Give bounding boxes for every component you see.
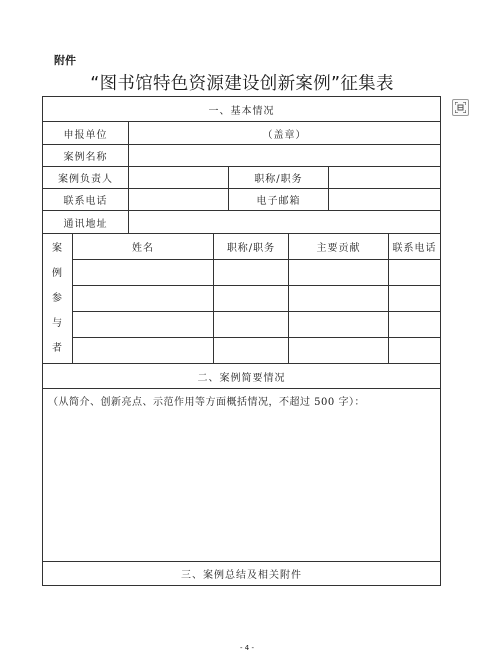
participants-label-char: 例: [52, 268, 63, 279]
participant-position-cell[interactable]: [214, 286, 289, 312]
participants-label-char: 者: [52, 343, 63, 354]
participants-header-phone: 联系电话: [389, 234, 441, 260]
participants-label-char: 案: [52, 243, 63, 254]
application-form-table: [42, 96, 441, 586]
attachment-label: 附件: [54, 54, 76, 67]
section-case-attachments: 三、案例总结及相关附件: [43, 562, 441, 586]
participants-header-position: 职称/职务: [214, 234, 289, 260]
section-case-summary: 二、案例简要情况: [43, 364, 441, 389]
email-label: 电子邮箱: [229, 189, 329, 211]
table-row: [43, 312, 441, 338]
position-label: 职称/职务: [229, 167, 329, 189]
participants-label: [43, 234, 73, 364]
unit-field[interactable]: （盖章）: [129, 122, 441, 145]
participant-position-cell[interactable]: [214, 338, 289, 364]
leader-field[interactable]: [129, 167, 229, 189]
participant-name-cell[interactable]: [73, 312, 214, 338]
leader-label: 案例负责人: [43, 167, 129, 189]
position-field[interactable]: [329, 167, 441, 189]
participant-name-cell[interactable]: [73, 338, 214, 364]
participant-contribution-cell[interactable]: [289, 338, 389, 364]
participant-name-cell[interactable]: [73, 286, 214, 312]
participant-contribution-cell[interactable]: [289, 260, 389, 286]
participant-name-cell[interactable]: [73, 260, 214, 286]
case-name-label: 案例名称: [43, 145, 129, 167]
page-number: - 4 -: [240, 644, 254, 652]
address-field[interactable]: [129, 211, 441, 234]
participant-phone-cell[interactable]: [389, 312, 441, 338]
participants-header-name: 姓名: [73, 234, 214, 260]
participants-header-contribution: 主要贡献: [289, 234, 389, 260]
scan-icon: [455, 102, 466, 113]
participant-phone-cell[interactable]: [389, 260, 441, 286]
address-label: 通讯地址: [43, 211, 129, 234]
case-name-field[interactable]: [129, 145, 441, 167]
section-basic-info: 一、基本情况: [43, 97, 441, 122]
unit-label: 申报单位: [43, 122, 129, 145]
participant-contribution-cell[interactable]: [289, 286, 389, 312]
participants-label-char: 参: [52, 293, 63, 304]
email-field[interactable]: [329, 189, 441, 211]
case-summary-field[interactable]: （从简介、创新亮点、示范作用等方面概括情况，不超过 500 字）：: [43, 389, 441, 562]
phone-field[interactable]: [129, 189, 229, 211]
participant-phone-cell[interactable]: [389, 286, 441, 312]
participant-position-cell[interactable]: [214, 312, 289, 338]
participant-position-cell[interactable]: [214, 260, 289, 286]
participant-contribution-cell[interactable]: [289, 312, 389, 338]
participants-label-char: 与: [52, 318, 63, 329]
table-row: [43, 286, 441, 312]
table-row: [43, 260, 441, 286]
scan-button[interactable]: [452, 99, 469, 116]
page-title: “图书馆特色资源建设创新案例”征集表: [90, 74, 394, 94]
phone-label: 联系电话: [43, 189, 129, 211]
table-row: [43, 338, 441, 364]
participant-phone-cell[interactable]: [389, 338, 441, 364]
